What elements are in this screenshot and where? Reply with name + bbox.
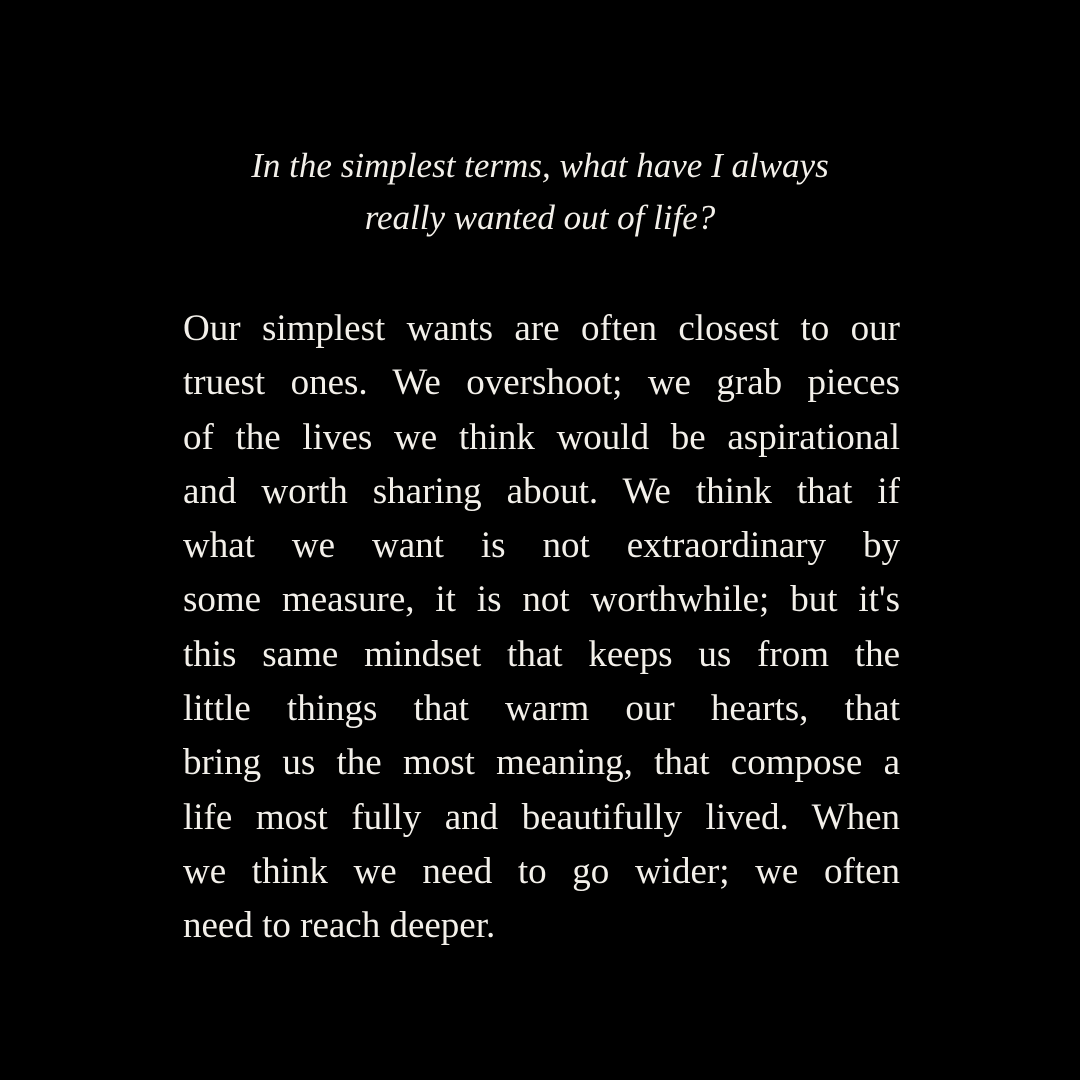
answer-line: bring us the most meaning, that compose a (183, 742, 900, 784)
reflection-question (140, 140, 940, 244)
answer-line: of the lives we think would be aspirational (183, 416, 900, 458)
answer-line: truest ones. We overshoot; we grab pieces (183, 362, 900, 404)
answer-line: some measure, it is not worthwhile; but it's (183, 579, 900, 621)
answer-line: life most fully and beautifully lived. When (183, 796, 900, 838)
answer-line: little things that warm our hearts, that (183, 688, 900, 730)
answer-line: Our simplest wants are often closest to our (183, 308, 900, 349)
answer-line: we think we need to go wider; we often (183, 850, 900, 892)
answer-line: need to reach deeper. (183, 905, 496, 947)
answer-line: this same mindset that keeps us from the (183, 633, 900, 675)
reflection-answer (183, 302, 900, 954)
answer-line: what we want is not extraordinary by (183, 525, 900, 567)
answer-line: and worth sharing about. We think that if (183, 470, 900, 512)
reflection-question-line: really wanted out of life? (364, 198, 716, 237)
reflection-question-line: In the simplest terms, what have I always (251, 146, 829, 185)
